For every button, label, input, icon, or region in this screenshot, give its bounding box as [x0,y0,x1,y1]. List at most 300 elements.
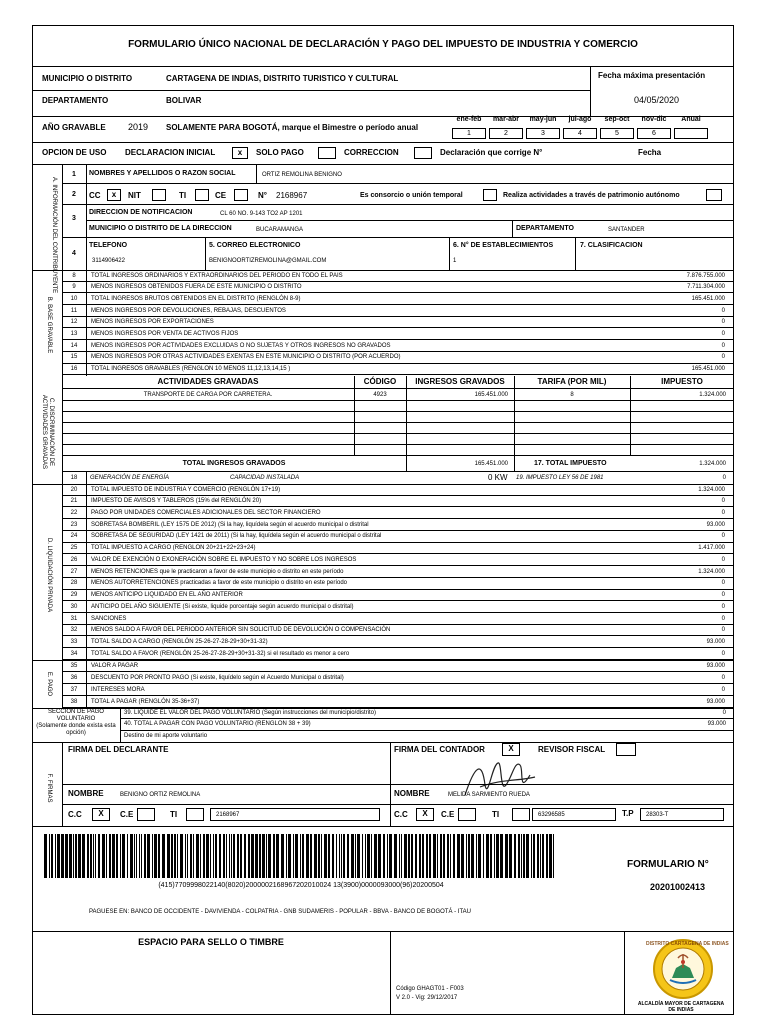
form-line-35 [62,660,733,672]
barcode-bar [471,834,474,878]
barcode-bar [144,834,146,878]
departamento-value: BOLIVAR [166,96,202,105]
activity-tarifa: 8 [570,392,574,398]
nombre-label: NOMBRES Y APELLIDOS O RAZON SOCIAL [89,170,236,177]
barcode-bar [51,834,53,878]
barcode-bar [49,834,50,878]
line-value: 165.451.000 [691,295,725,302]
line-value: 7.711.304.000 [687,284,725,291]
periodo-checkbox[interactable]: 2 [489,128,523,139]
form-line-29 [62,590,733,602]
voluntario-title: SECCIÓN DE PAGO VOLUNTARIO [48,709,104,722]
formulario-label: FORMULARIO N° [627,859,709,870]
ce-checkbox[interactable] [234,189,248,201]
municipio-value: CARTAGENA DE INDIAS, DISTRITO TURISTICO Y CULTURAL [166,74,399,83]
barcode-bar [518,834,520,878]
line-description: TOTAL SALDO A CARGO (RENGLÓN 25-26-27-28-29+30+31-32) [91,638,268,645]
periodo-checkbox[interactable]: 3 [526,128,560,139]
nombre-decl-label: NOMBRE [68,789,104,798]
numero-label: N° [258,191,267,200]
line-description: ANTICIPO DEL AÑO SIGUIENTE (Si existe, liquide porcentaje según acuerdo municipal o distrital) [91,603,354,610]
barcode-bar [251,834,254,878]
line-description: MENOS INGRESOS POR ACTIVIDADES EXCLUIDAS O NO SUJETAS Y OTROS INGRESOS NO GRAVADOS [91,342,391,349]
barcode-bar [293,834,294,878]
revisor-checkbox[interactable] [616,743,636,756]
form-line-10 [62,293,733,305]
line-number: 26 [70,556,78,563]
barcode-bar [389,834,392,878]
barcode-bar [75,834,77,878]
barcode-bar [318,834,320,878]
barcode-bar [466,834,467,878]
line-description: TOTAL INGRESOS ORDINARIOS Y EXTRAORDINARIOS DEL PERIODO EN TODO EL PAIS [91,272,343,279]
row2-num: 2 [72,191,76,198]
cont-ti-checkbox[interactable] [512,808,530,821]
barcode-bar [490,834,492,878]
line-value: 0 [721,592,725,599]
barcode-bar [494,834,495,878]
barcode-bar [457,834,460,878]
barcode-bar [244,834,246,878]
codigo-label: Código GHAGT01 - F003 [396,986,464,992]
barcode-bar [98,834,100,878]
form-line-36 [62,672,733,684]
barcode-bar [306,834,309,878]
generacion-label: GENERACIÓN DE ENERGÍA [90,475,170,481]
seccion-b-title: B. BASE GRAVABLE [46,296,52,354]
seccion-d-title: D. LIQUIDACIÓN PRIVADA [46,537,52,613]
barcode-bar [374,834,377,878]
line-value: 0 [721,627,725,634]
form-line-30 [62,601,733,613]
line-number: 16 [70,366,78,373]
tarifa-header: TARIFA (POR MIL) [537,377,607,386]
barcode-bar [93,834,94,878]
barcode-bar [196,834,199,878]
line-description: TOTAL A PAGAR (RENGLÓN 35-36+37) [91,698,200,705]
consorcio-checkbox[interactable] [483,189,497,201]
line-description: MENOS INGRESOS POR DEVOLUCIONES, REBAJAS, DESCUENTOS [91,307,286,314]
barcode-bar [351,834,354,878]
act-header: ACTIVIDADES GRAVADAS [157,377,259,386]
barcode-bar [401,834,402,878]
barcode-bar [378,834,381,878]
line-description: IMPUESTO DE AVISOS Y TABLEROS (15% del RENGLÓN 20) [91,498,262,505]
nit-label: NIT [128,191,141,200]
patrimonio-label: Realiza actividades a través de patrimonio autónomo [503,192,680,199]
form-line-38 [62,696,733,708]
barcode-bar [193,834,194,878]
form-line-37 [62,684,733,696]
periodo-label: nov-dic [641,116,667,123]
form-title: FORMULARIO ÚNICO NACIONAL DE DECLARACIÓN Y PAGO DEL IMPUESTO DE INDUSTRIA Y COMERCIO [128,39,638,50]
periodo-label: sep-oct [604,116,630,123]
activity-name: TRANSPORTE DE CARGA POR CARRETERA. [143,392,273,398]
barcode-bar [259,834,261,878]
periodo-label: jul-ago [568,116,592,123]
line-value: 0 [721,319,725,326]
barcode-bar [362,834,363,878]
barcode-bar [154,834,157,878]
barcode-bar [341,834,342,878]
barcode-bar [486,834,489,878]
form-line-22 [62,507,733,519]
barcode-bar [187,834,188,878]
barcode-bar [447,834,449,878]
row40-label: 40. TOTAL A PAGAR CON PAGO VOLUNTARIO (RENGLON 38 + 39) [124,721,311,727]
barcode-bar [177,834,178,878]
consorcio-label: Es consorcio o unión temporal [360,192,463,199]
barcode-bar [367,834,370,878]
row19-value: 0 [722,475,726,481]
revisor-label: REVISOR FISCAL [538,745,606,754]
barcode-bar [324,834,327,878]
barcode-bar [533,834,535,878]
form-line-23 [62,519,733,531]
dep-dir-label: DEPARTAMENTO [516,225,574,232]
opcion-correccion-checkbox[interactable] [414,147,432,159]
barcode-bar [141,834,142,878]
line-number: 21 [70,498,78,505]
barcode-bar [365,834,366,878]
decl-ti-label: TI [170,810,178,819]
barcode-bar [526,834,529,878]
barcode-bar [57,834,60,878]
cont-ce-checkbox[interactable] [458,808,476,821]
barcode-bar [433,834,436,878]
line-number: 12 [70,319,78,326]
email-value: BENIGNOORTIZREMOLINA@GMAIL.COM [209,258,327,264]
activity-ingresos: 165.451.000 [474,392,508,398]
line-value: 0 [721,307,725,314]
form-line-20 [62,484,733,496]
barcode-bar [339,834,340,878]
tp-label: T.P [622,809,634,818]
barcode-bar [387,834,388,878]
estab-label: 6. N° DE ESTABLECIMIENTOS [453,242,554,249]
barcode-bar [321,834,322,878]
codigo-header: CÓDIGO [363,377,397,386]
barcode-bar [87,834,89,878]
line-value: 1.324.000 [698,486,725,493]
barcode-bar [500,834,503,878]
patrimonio-checkbox[interactable] [706,189,722,201]
form-line-26 [62,554,733,566]
barcode-bar [180,834,183,878]
barcode-bar [219,834,221,878]
barcode-bar [240,834,242,878]
barcode-bar [399,834,400,878]
line-number: 24 [70,533,78,540]
line-number: 29 [70,592,78,599]
barcode-bar [203,834,205,878]
form-line-13 [62,329,733,341]
row1-num: 1 [72,171,76,178]
line-description: TOTAL INGRESOS GRAVABLES (RENGLON 10 MENOS 11,12,13,14,15 ) [91,366,291,373]
decl-ti-checkbox[interactable] [186,808,204,821]
row39-label: 39. LIQUIDE EL VALOR DEL PAGO VOLUNTARIO (Según instrucciones del municipio/distrito) [124,710,376,716]
barcode-bar [55,834,56,878]
line-value: 0 [721,615,725,622]
line-description: SOBRETASA BOMBERIL (LEY 1575 DE 2012) (Si la hay, liquídela según el acuerdo municipal o distrital [91,521,369,528]
mun-dir-label: MUNICIPIO O DISTRITO DE LA DIRECCION [89,225,232,232]
barcode-bar [523,834,525,878]
barcode-bar [122,834,125,878]
barcode-bar [422,834,424,878]
barcode-bar [404,834,407,878]
line-value: 1.417.000 [698,545,725,552]
line-value: 0 [721,674,725,681]
total-impuesto-label: 17. TOTAL IMPUESTO [534,460,607,467]
line-value: 93.000 [706,698,725,705]
fecha-max-label: Fecha máxima presentación [598,71,706,80]
opcion-label: OPCION DE USO [42,148,107,157]
barcode-bar [328,834,330,878]
barcode-bar [419,834,421,878]
barcode-bar [383,834,385,878]
line-description: MENOS SALDO A FAVOR DEL PERIODO ANTERIOR SIN SOLICITUD DE DEVOLUCIÓN O COMPENSACIÓN [91,627,391,634]
tp-value: 28303-T [646,812,669,818]
barcode-bar [286,834,287,878]
form-line-14 [62,340,733,352]
line-number: 35 [70,662,78,669]
barcode-bar [61,834,64,878]
barcode-bar [78,834,81,878]
barcode-bar [521,834,522,878]
contador-checkbox[interactable]: X [502,743,520,756]
form-line-28 [62,578,733,590]
cont-ti-label: TI [492,810,500,819]
formulario-value: 20201002413 [650,882,706,892]
line-description: SOBRETASA DE SEGURIDAD (LEY 1421 de 2011) (Si la hay, liquídela según el acuerdo municipal o distrital [91,533,382,540]
barcode-bar [102,834,105,878]
departamento-label: DEPARTAMENTO [42,96,109,105]
barcode-bar [505,834,508,878]
decl-ce-checkbox[interactable] [137,808,155,821]
destino-label: Destino de mi aporte voluntario [124,733,208,739]
barcode-bar [226,834,227,878]
barcode-bar [357,834,360,878]
barcode-bar [109,834,111,878]
line-value: 7.876.755.000 [686,272,725,279]
barcode-bar [130,834,133,878]
line-description: MENOS INGRESOS POR OTRAS ACTIVIDADES EXENTAS EN ESTE MUNICIPIO O DISTRITO (POR ACUERDO) [91,354,401,361]
barcode-bar [540,834,541,878]
row40-value: 93.000 [707,721,726,727]
line-number: 13 [70,331,78,337]
barcode-bar [69,834,72,878]
firma-contador-label: FIRMA DEL CONTADOR [394,745,485,754]
barcode-bar [483,834,484,878]
line-description: SANCIONES [91,615,127,622]
barcode-bar [262,834,265,878]
barcode-bar [276,834,279,878]
seal-ring-text: DISTRITO CARTAGENA DE INDIAS [646,941,729,947]
barcode-bar [332,834,334,878]
barcode-bar [355,834,356,878]
form-line-12 [62,317,733,329]
row4-num: 4 [72,250,76,257]
barcode-bar [73,834,74,878]
barcode-bar [478,834,481,878]
barcode-bar [229,834,230,878]
line-description: INTERESES MORA [91,686,145,693]
line-number: 10 [70,295,78,302]
direccion-label: DIRECCION DE NOTIFICACION [89,209,193,216]
opcion-correccion-label: CORRECCION [344,148,399,157]
barcode-bar [531,834,532,878]
barcode-bar [248,834,250,878]
opcion-inicial-label: DECLARACION INICIAL [125,148,216,157]
form-line-11 [62,305,733,317]
line-value: 0 [721,580,725,587]
line-description: MENOS AUTORRETENCIONES practicadas a favor de este municipio o distrito en este período [91,580,347,587]
clasif-label: 7. CLASIFICACION [580,242,643,249]
line-number: 23 [70,521,78,528]
barcode-bar [440,834,442,878]
line-number: 20 [70,486,78,493]
bogota-label: SOLAMENTE PARA BOGOTÁ, marque el Bimestre o período anual [166,123,419,132]
cont-doc-value: 63296585 [538,812,565,818]
barcode-bar [223,834,225,878]
line-description: TOTAL IMPUESTO A CARGO (RENGLON 20+21+22+23+24) [91,545,256,552]
nit-checkbox[interactable] [152,189,166,201]
activity-code: 4923 [373,392,387,398]
line-value: 0 [721,331,725,337]
barcode-bar [233,834,235,878]
barcode-bar [44,834,47,878]
row19-label: 19. IMPUESTO LEY 56 DE 1981 [516,475,604,481]
periodo-checkbox[interactable]: 4 [563,128,597,139]
opcion-inicial-checkbox[interactable]: x [232,147,248,159]
cont-cc-label: C.C [394,810,408,819]
periodo-label: mar-abr [492,116,520,123]
line-value: 0 [721,650,725,657]
line-value: 0 [721,556,725,563]
barcode-bar [237,834,239,878]
row18-num: 18 [70,475,78,481]
line-number: 8 [72,272,76,279]
line-number: 14 [70,342,78,349]
line-description: MENOS ANTICIPO LIQUIDADO EN EL AÑO ANTERIOR [91,592,243,599]
line-description: VALOR DE EXENCIÓN O EXONERACIÓN SOBRE EL IMPUESTO Y NO SOBRE LOS INGRESOS [91,556,357,563]
email-label: 5. CORREO ELECTRONICO [209,242,301,249]
line-value: 0 [721,342,725,349]
periodo-checkbox[interactable] [674,128,708,139]
decl-ce-label: C.E [120,810,134,819]
barcode-bar [371,834,372,878]
line-number: 11 [70,307,78,314]
line-number: 22 [70,509,78,516]
form-line-24 [62,531,733,543]
form-line-16 [62,364,733,376]
line-number: 15 [70,354,78,361]
form-line-9 [62,282,733,294]
line-value: 93.000 [706,521,725,528]
firma-declarante-label: FIRMA DEL DECLARANTE [68,745,169,754]
line-value: 0 [721,509,725,516]
line-value: 0 [721,533,725,540]
barcode-bar [65,834,68,878]
barcode-bar [336,834,337,878]
barcode-bar [553,834,554,878]
cont-cc-checkbox[interactable]: X [416,808,434,821]
barcode-bar [116,834,118,878]
nombre-value: ORTIZ REMOLINA BENIGNO [262,172,342,178]
line-value: 165.451.000 [691,366,725,373]
barcode-bar [443,834,445,878]
barcode-bar [231,834,232,878]
periodo-checkbox[interactable]: 6 [637,128,671,139]
barcode-bar [185,834,186,878]
barcode-bar [549,834,552,878]
form-line-27 [62,566,733,578]
opcion-solo-pago-checkbox[interactable] [318,147,336,159]
barcode-bar [314,834,317,878]
decl-cc-checkbox[interactable]: X [92,808,110,821]
line-value: 93.000 [706,662,725,669]
telefono-value: 3114906422 [92,258,125,264]
barcode [44,834,558,878]
cc-checkbox[interactable]: x [107,189,121,201]
line-number: 30 [70,603,78,610]
barcode-bar [295,834,298,878]
periodo-checkbox[interactable]: 1 [452,128,486,139]
total-ingresos-value: 165.451.000 [474,461,508,467]
form-line-31 [62,613,733,625]
row3-num: 3 [72,215,76,222]
line-description: VALOR A PAGAR [91,662,139,669]
decl-cc-label: C.C [68,810,82,819]
line-number: 38 [70,698,78,705]
ingresos-header: INGRESOS GRAVADOS [415,377,505,386]
municipio-label: MUNICIPIO O DISTRITO [42,74,133,83]
barcode-bar [450,834,451,878]
line-number: 32 [70,627,78,634]
barcode-bar [127,834,128,878]
barcode-bar [120,834,121,878]
activity-impuesto: 1.324.000 [699,392,726,398]
barcode-bar [453,834,455,878]
barcode-bar [147,834,150,878]
barcode-bar [106,834,107,878]
barcode-bar [158,834,160,878]
anio-value: 2019 [128,122,149,132]
barcode-bar [514,834,516,878]
firmas-title: F. FIRMAS [46,773,52,803]
line-description: MENOS RETENCIONES que le practicaron a favor de este municipio o distrito en este período [91,568,344,575]
documento-value: 2168967 [276,191,308,200]
barcode-bar [134,834,135,878]
ti-checkbox[interactable] [195,189,209,201]
periodo-label: ene-feb [456,116,482,123]
mun-dir-value: BUCARAMANGA [256,227,304,233]
barcode-bar [90,834,92,878]
capacidad-value: 0 KW [488,473,508,482]
barcode-bar [300,834,301,878]
periodo-checkbox[interactable]: 5 [600,128,634,139]
barcode-bar [476,834,477,878]
barcode-bar [136,834,137,878]
barcode-bar [139,834,140,878]
telefono-label: TELEFONO [89,242,128,249]
line-number: 28 [70,580,78,587]
barcode-bar [496,834,499,878]
line-number: 25 [70,545,78,552]
periodo-label: may-jun [529,116,557,123]
barcode-bar [408,834,410,878]
form-line-15 [62,352,733,364]
